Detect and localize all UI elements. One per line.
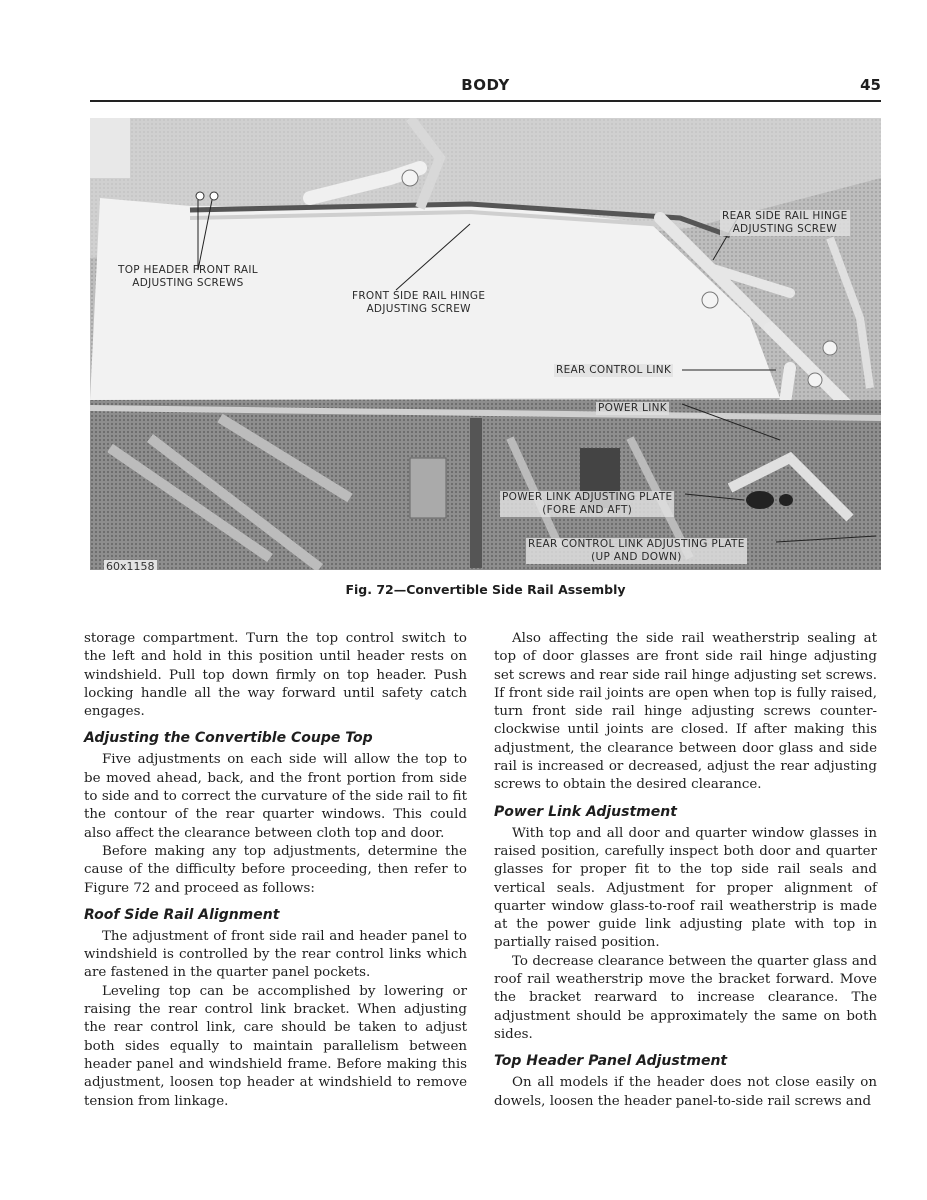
page-number: 45	[860, 76, 881, 94]
callout-rear-control-link: REAR CONTROL LINK	[556, 364, 672, 376]
figure-photo	[90, 118, 881, 570]
section-title: BODY	[461, 76, 510, 94]
figure-caption: Fig. 72—Convertible Side Rail Assembly	[345, 582, 626, 597]
paragraph: Also affecting the side rail weatherstrip sealing at top of door glasses are front side rail hinge adjusting set screws and rear side rail hinge adjusting set screws. If front side rail joints are open when top is fully raised, turn front side rail hinge adjusting screws counter-clockwise until joints are closed. If after making this adjustment, the clearance between door glass and side rail is increased or decreased, adjust the rear adjusting screws to obtain the desired clearance.	[494, 631, 877, 793]
paragraph: Five adjustments on each side will allow the top to be moved ahead, back, and the front portion from side to side and to correct the curvature of the side rail to fit the contour of the rear quarter windows. This could also affect the clearance between cloth top and door.	[84, 752, 467, 841]
callout-line: REAR SIDE RAIL HINGE	[722, 210, 848, 222]
callout-front-side-rail-hinge	[352, 290, 485, 316]
callout-line: ADJUSTING SCREWS	[132, 277, 244, 289]
callout-line: (FORE AND AFT)	[542, 504, 633, 516]
callout-line: TOP HEADER FRONT RAIL	[118, 264, 258, 276]
right-column	[494, 630, 877, 1111]
section-heading: Top Header Panel Adjustment	[494, 1053, 728, 1070]
callout-line: FRONT SIDE RAIL HINGE	[352, 290, 486, 302]
callout-line: ADJUSTING SCREW	[732, 223, 837, 235]
paragraph: On all models if the header does not close easily on dowels, loosen the header panel-to-side rail screws and	[494, 1075, 877, 1109]
callout-line: ADJUSTING SCREW	[366, 303, 471, 315]
callout-top-header-front-rail	[118, 264, 258, 290]
section-heading: Roof Side Rail Alignment	[84, 906, 280, 923]
callout-power-link: POWER LINK	[598, 402, 667, 414]
callout-line: REAR CONTROL LINK ADJUSTING PLATE	[528, 538, 745, 550]
callout-line: POWER LINK ADJUSTING PLATE	[502, 491, 673, 503]
paragraph: storage compartment. Turn the top control switch to the left and hold in this position until header rests on windshield. Pull top down firmly on top header. Push locking handle all the way forward until safety catch engages.	[84, 631, 467, 720]
callout-line: (UP AND DOWN)	[591, 551, 682, 563]
callout-rear-side-rail-hinge	[720, 210, 850, 236]
paragraph: To decrease clearance between the quarter glass and roof rail weatherstrip move the bracket forward. Move the bracket rearward to increase clearance. The adjustment should be approximately the same on both sides.	[494, 953, 877, 1042]
paragraph: The adjustment of front side rail and header panel to windshield is controlled by the rear control links which are fastened in the quarter panel pockets.	[84, 928, 467, 981]
paragraph: Before making any top adjustments, determine the cause of the difficulty before proceeding, then refer to Figure 72 and proceed as follows:	[84, 843, 467, 896]
paragraph: Leveling top can be accomplished by lowering or raising the rear control link bracket. When adjusting the rear control link, care should be taken to adjust both sides equally to maintain parallelism between header panel and windshield frame. Before making this adjustment, loosen top header at windshield to remove tension from linkage.	[84, 983, 467, 1109]
callout-rear-control-link-adjusting-plate	[526, 538, 747, 564]
callout-power-link-adjusting-plate	[500, 491, 674, 517]
figure-illustration	[90, 118, 881, 570]
left-column	[84, 630, 467, 1111]
paragraph: With top and all door and quarter window glasses in raised position, carefully inspect both door and quarter glasses for proper fit to the top side rail seals and vertical seals. Adjustment for proper alignment of quarter window glass-to-roof rail weatherstrip is made at the power guide link adjusting plate with top in partially raised position.	[494, 825, 877, 951]
page-header	[90, 74, 881, 102]
photo-id: 60x1158	[104, 560, 157, 570]
section-heading: Power Link Adjustment	[494, 803, 677, 820]
section-heading: Adjusting the Convertible Coupe Top	[84, 730, 373, 747]
